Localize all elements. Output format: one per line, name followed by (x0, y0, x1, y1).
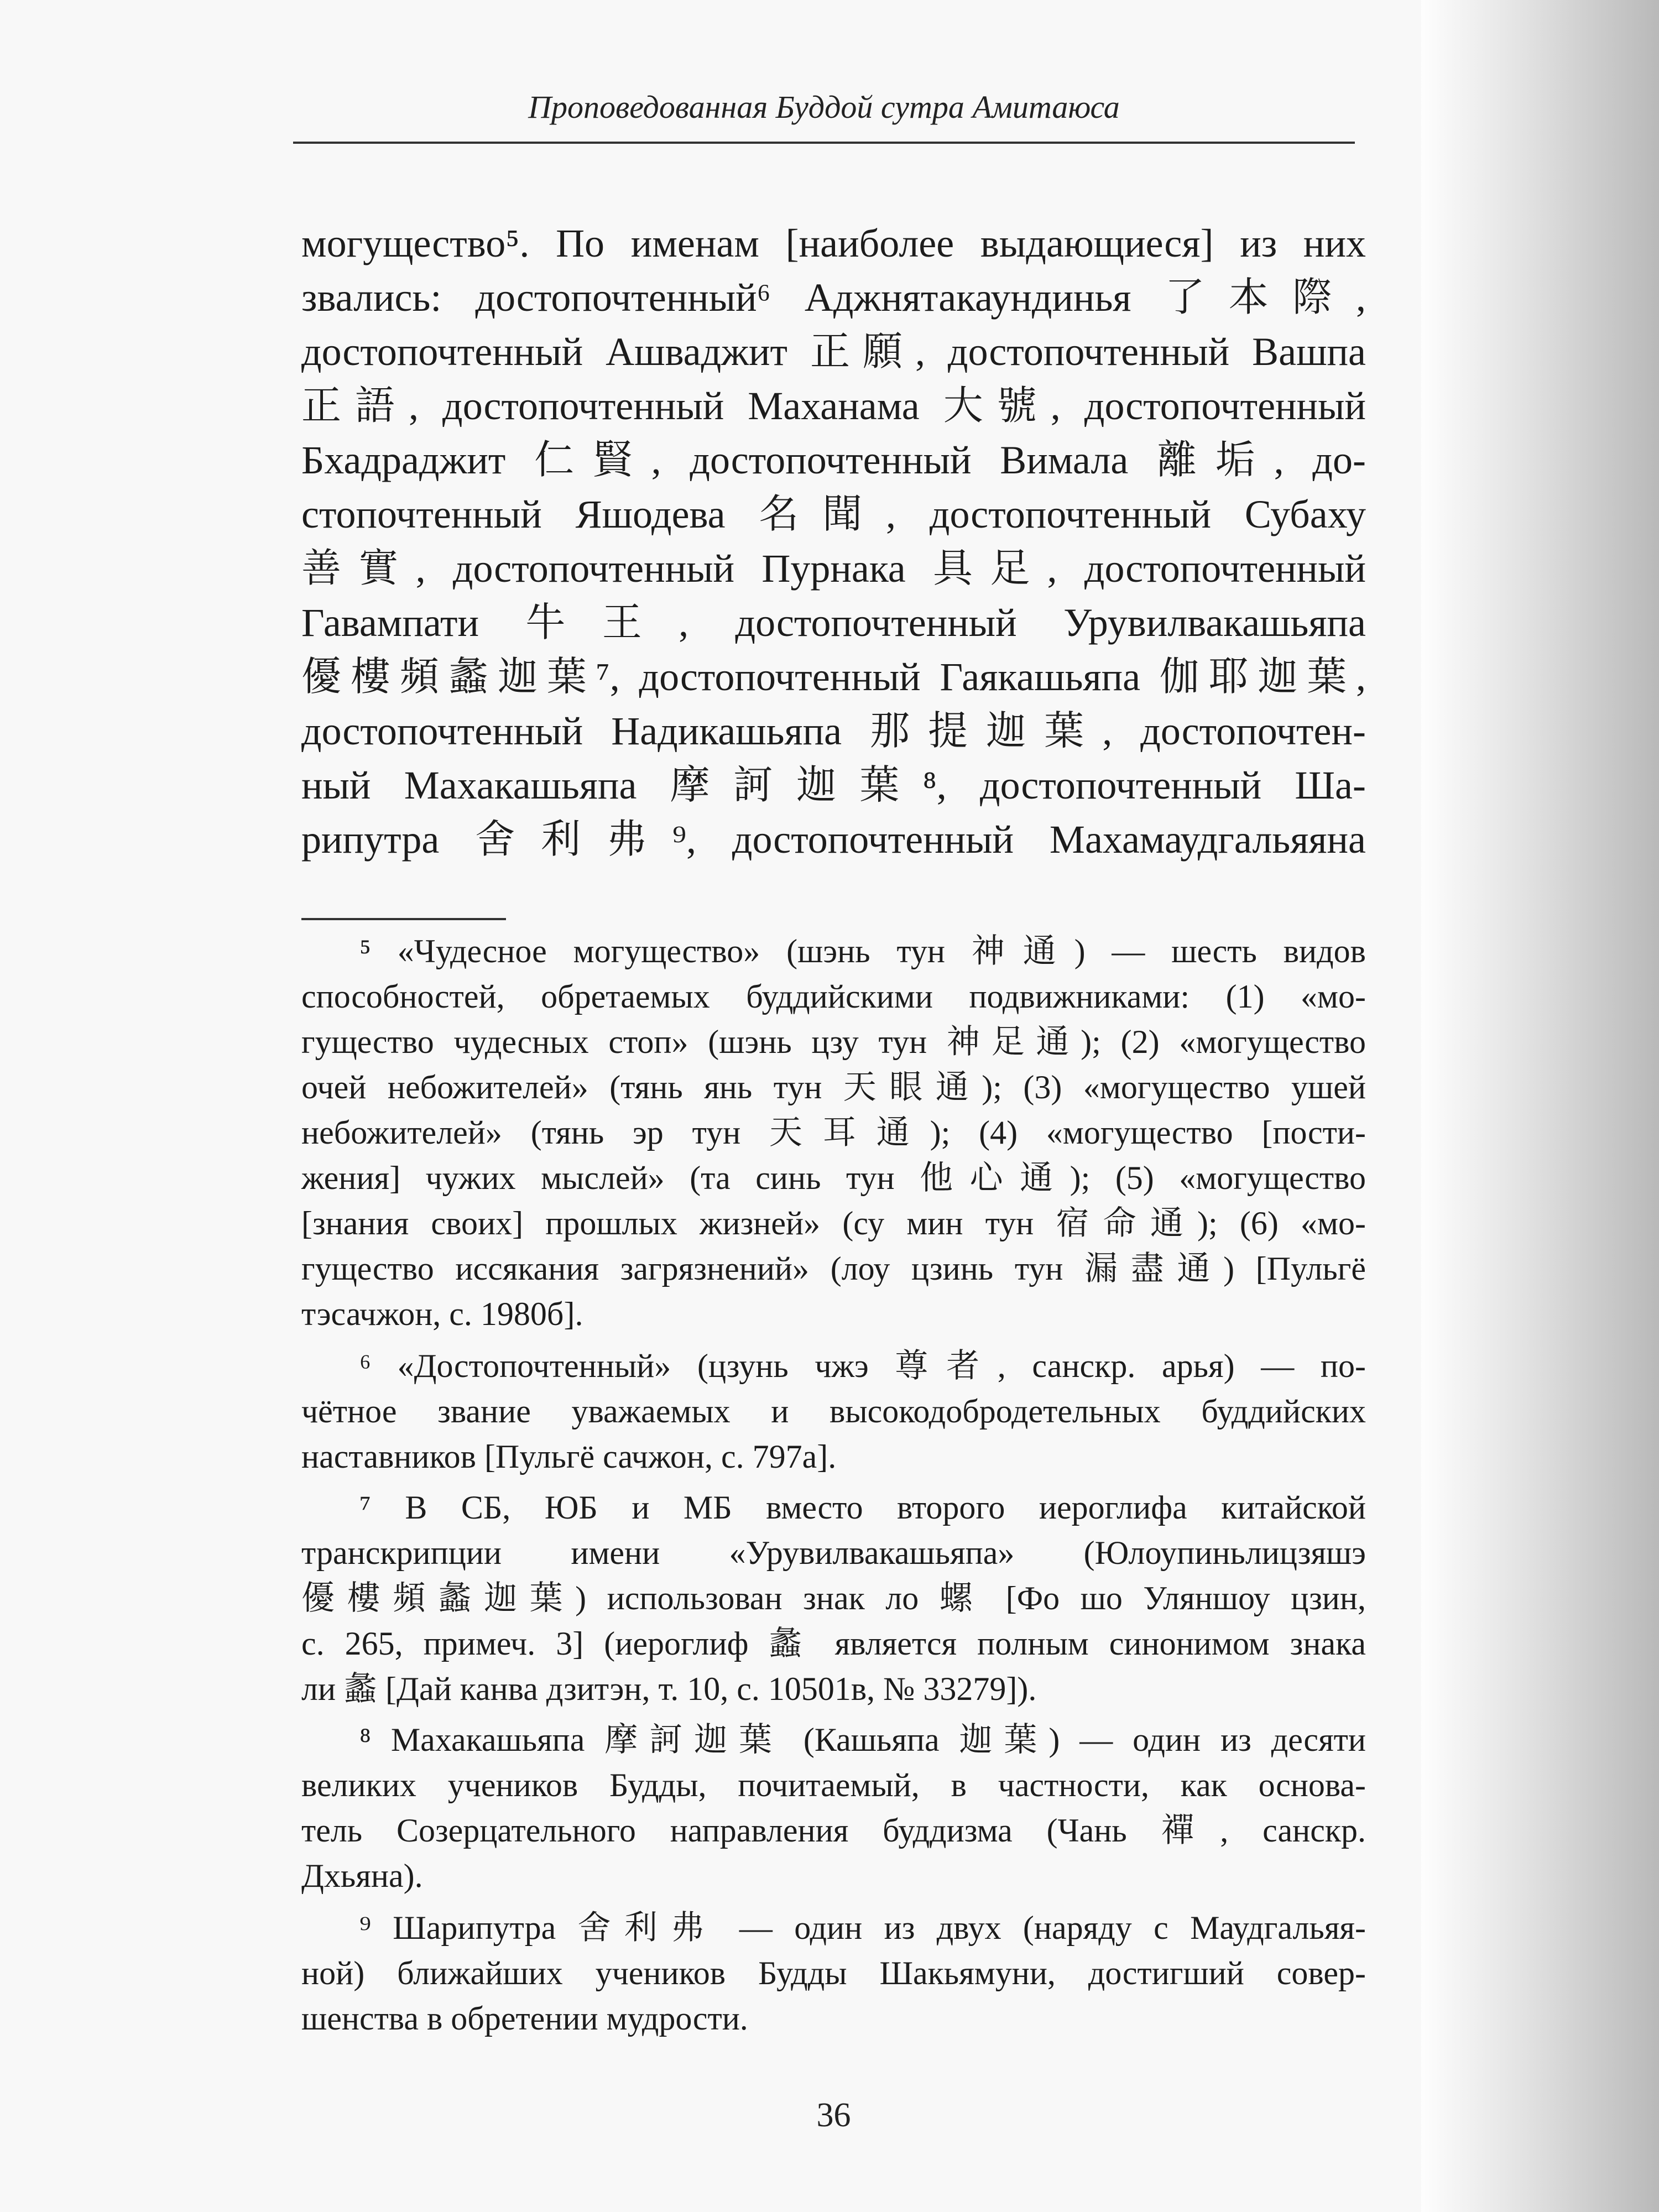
body-line: ный Махакашьяпа 摩訶迦葉⁸, достопочтенный Ша- (301, 763, 1366, 807)
footnote-line: ⁷ В СБ, ЮБ и МБ вместо второго иероглифа китайской (359, 1489, 1366, 1526)
footnote-line: ⁹ Шарипутра 舍利弗 — один из двух (наряду с Маудгальяя- (359, 1910, 1366, 1946)
footnote-line: способностей, обретаемых буддийскими подвижниками: (1) «мо- (301, 978, 1366, 1015)
body-line: достопочтенный Ашваджит 正願, достопочтенный Вашпа (301, 330, 1366, 374)
body-line: Гавампати 牛王, достопочтенный Урувилвакашьяпа (301, 601, 1366, 645)
footnote-line: наставников [Пульгё сачжон, с. 797а]. (301, 1438, 837, 1475)
body-line: стопочтенный Яшодева 名聞, достопочтенный Субаху (301, 492, 1366, 536)
header-rule (293, 142, 1355, 144)
footnote-line: чётное звание уважаемых и высокодобродетельных буддийских (301, 1393, 1366, 1430)
footnote-line: Дхьяна). (301, 1858, 423, 1894)
body-line: могущество⁵. По именам [наиболее выдающиеся] из них (301, 221, 1366, 265)
footnote-line: тэсачжон, с. 1980б]. (301, 1296, 583, 1332)
body-line: 善實, достопочтенный Пурнака 具足, достопочтенный (301, 546, 1366, 591)
footnote-line: гущество иссякания загрязнений» (лоу цзинь тун 漏盡通) [Пульгё (301, 1250, 1366, 1287)
body-line: 正語, достопочтенный Маханама 大號, достопочтенный (301, 384, 1366, 428)
footnote-line: великих учеников Будды, почитаемый, в частности, как основа- (301, 1767, 1366, 1803)
footnote-line: гущество чудесных стоп» (шэнь цзу тун 神足通); (2) «могущество (301, 1024, 1366, 1060)
body-line: достопочтенный Надикашьяпа 那提迦葉, достопочтен- (301, 709, 1366, 753)
footnote-line: с. 265, примеч. 3] (иероглиф 蠡 является полным синонимом знака (301, 1625, 1366, 1662)
footnote-line: ⁶ «Достопочтенный» (цзунь чжэ 尊者, санскр. арья) — по- (359, 1348, 1366, 1384)
body-line: Бхадраджит 仁賢, достопочтенный Вимала 離垢, до- (301, 438, 1366, 482)
body-line: звались: достопочтенный⁶ Аджнятакаундинья 了本際, (301, 275, 1366, 320)
footnote-line: шенства в обретении мудрости. (301, 2000, 748, 2037)
footnote-line: тель Созерцательного направления буддизма (Чань 禪, санскр. (301, 1812, 1366, 1849)
footnote-line: жения] чужих мыслей» (та синь тун 他心通); (5) «могущество (301, 1160, 1366, 1196)
footnote-line: ли 蠡 [Дай канва дзитэн, т. 10, с. 10501в, № 33279]). (301, 1671, 1037, 1707)
adjacent-page-edge (1416, 0, 1659, 2212)
body-line: рипутра 舍利弗⁹, достопочтенный Махамаудгальяяна (301, 817, 1366, 862)
footnote-line: ⁵ «Чудесное могущество» (шэнь тун 神通) — шесть видов (359, 933, 1366, 969)
body-line: 優樓頻蠡迦葉⁷, достопочтенный Гаякашьяпа 伽耶迦葉, (301, 655, 1366, 699)
running-head-title: Проповедованная Буддой сутра Амитаюса (528, 89, 1120, 125)
footnote-line: 優樓頻蠡迦葉) использован знак ло 螺 [Фо шо Уляншоу цзин, (301, 1580, 1366, 1616)
footnote-line: ⁸ Махакашьяпа 摩訶迦葉 (Кашьяпа 迦葉) — один из десяти (359, 1721, 1366, 1758)
footnote-line: [знания своих] прошлых жизней» (су мин тун 宿命通); (6) «мо- (301, 1205, 1366, 1241)
footnote-separator (301, 918, 506, 920)
footnote-line: небожителей» (тянь эр тун 天耳通); (4) «могущество [пости- (301, 1114, 1366, 1151)
footnote-line: очей небожителей» (тянь янь тун 天眼通); (3) «могущество ушей (301, 1069, 1366, 1105)
footnote-line: ной) ближайших учеников Будды Шакьямуни, достигший совер- (301, 1955, 1366, 1991)
page-number: 36 (816, 2096, 851, 2134)
footnote-line: транскрипции имени «Урувилвакашьяпа» (Юлоупиньлицзяшэ (301, 1535, 1366, 1571)
